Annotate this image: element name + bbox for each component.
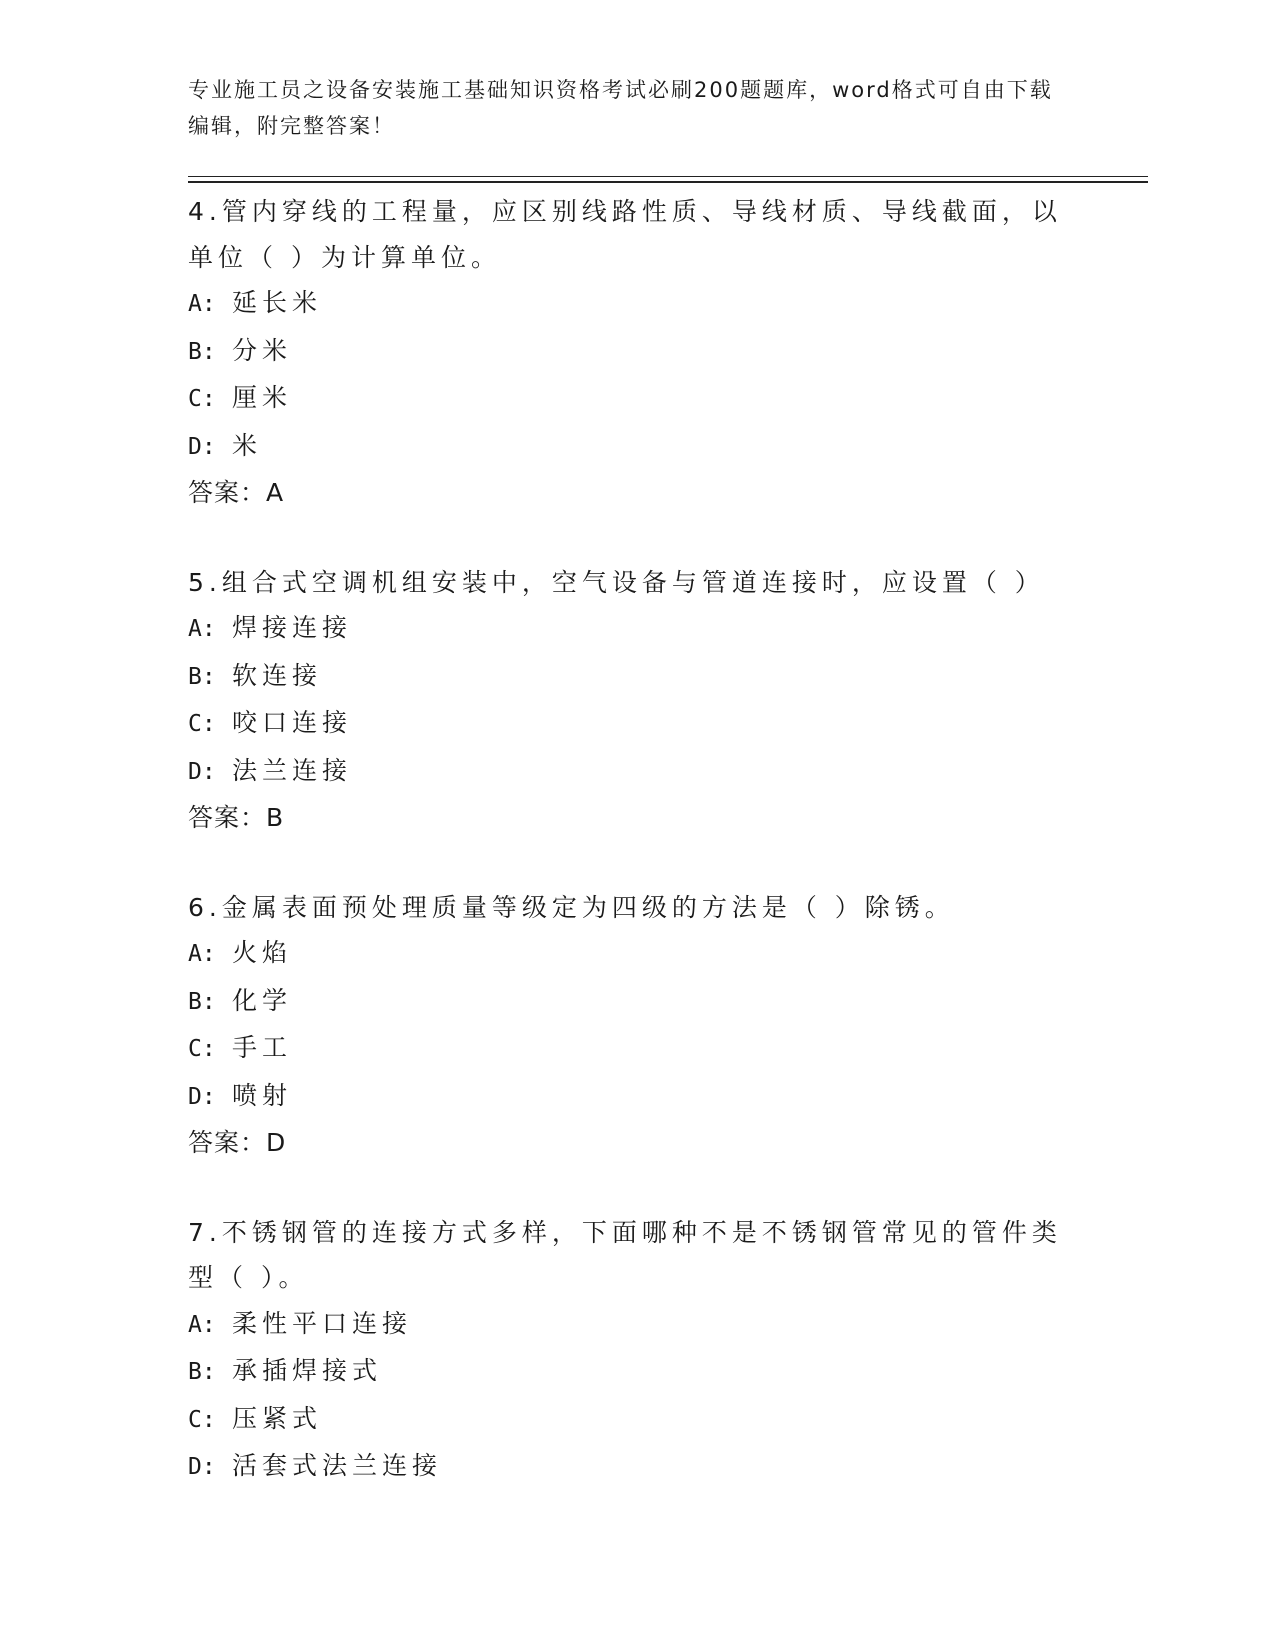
option-text: 手工 bbox=[232, 1033, 293, 1062]
header-divider-thick bbox=[188, 181, 1148, 183]
option-d bbox=[188, 1073, 1088, 1121]
option-c bbox=[188, 700, 1088, 748]
option-text: 延长米 bbox=[232, 288, 323, 317]
question-stem: 6.金属表面预处理质量等级定为四级的方法是（ ）除锈。 bbox=[188, 892, 955, 922]
question-stem: 7.不锈钢管的连接方式多样，下面哪种不是不锈钢管常见的管件类型（ ）。 bbox=[188, 1217, 1062, 1292]
option-text: 厘米 bbox=[232, 383, 293, 412]
answer-value: A bbox=[266, 478, 285, 507]
option-text: 承插焊接式 bbox=[232, 1356, 383, 1385]
question-list bbox=[188, 189, 1088, 1491]
option-d bbox=[188, 423, 1088, 471]
document-header: 专业施工员之设备安装施工基础知识资格考试必刷200题题库，word格式可自由下载编辑，附完整答案！ bbox=[188, 78, 1053, 138]
option-key: A: bbox=[188, 941, 216, 967]
question-6 bbox=[188, 885, 1088, 1166]
option-text: 法兰连接 bbox=[232, 755, 353, 785]
option-key: A: bbox=[188, 616, 216, 642]
option-b bbox=[188, 978, 1088, 1026]
option-b bbox=[188, 653, 1088, 701]
answer-label: 答案： bbox=[188, 1128, 267, 1157]
option-key: C: bbox=[188, 1406, 216, 1433]
option-d bbox=[188, 748, 1088, 796]
option-key: B: bbox=[188, 338, 216, 365]
option-a bbox=[188, 280, 1088, 328]
option-text: 咬口连接 bbox=[232, 708, 353, 737]
option-text: 喷射 bbox=[232, 1080, 293, 1110]
question-spacer bbox=[188, 1166, 1088, 1210]
question-spacer bbox=[188, 841, 1088, 885]
option-c bbox=[188, 1396, 1088, 1444]
option-key: B: bbox=[188, 988, 216, 1015]
option-text: 压紧式 bbox=[232, 1403, 323, 1433]
answer-line bbox=[188, 795, 1088, 841]
option-key: D: bbox=[188, 433, 216, 460]
option-key: C: bbox=[188, 386, 216, 412]
answer-value: D bbox=[266, 1128, 287, 1157]
option-key: C: bbox=[188, 1036, 216, 1062]
option-text: 柔性平口连接 bbox=[232, 1308, 413, 1338]
option-b bbox=[188, 1348, 1088, 1396]
option-text: 米 bbox=[232, 430, 263, 460]
option-c bbox=[188, 1025, 1088, 1073]
option-text: 化学 bbox=[232, 985, 293, 1015]
option-text: 分米 bbox=[232, 335, 293, 365]
answer-line bbox=[188, 1120, 1088, 1166]
option-text: 活套式法兰连接 bbox=[232, 1451, 443, 1480]
option-key: B: bbox=[188, 663, 216, 690]
option-b bbox=[188, 328, 1088, 376]
option-text: 火焰 bbox=[232, 938, 293, 967]
option-key: A: bbox=[188, 291, 216, 317]
option-key: D: bbox=[188, 1083, 216, 1110]
option-key: D: bbox=[188, 758, 216, 785]
option-text: 焊接连接 bbox=[232, 613, 353, 642]
answer-line bbox=[188, 470, 1088, 516]
option-a bbox=[188, 605, 1088, 653]
question-stem: 4.管内穿线的工程量，应区别线路性质、导线材质、导线截面，以单位（ ）为计算单位。 bbox=[188, 197, 1062, 272]
option-c bbox=[188, 375, 1088, 423]
option-key: C: bbox=[188, 711, 216, 737]
option-a bbox=[188, 1301, 1088, 1349]
option-text: 软连接 bbox=[232, 660, 323, 690]
answer-label: 答案： bbox=[188, 803, 267, 832]
option-key: D: bbox=[188, 1454, 216, 1480]
question-7 bbox=[188, 1210, 1088, 1491]
answer-label: 答案： bbox=[188, 478, 267, 507]
option-a bbox=[188, 930, 1088, 978]
question-stem: 5.组合式空调机组安装中，空气设备与管道连接时，应设置（ ） bbox=[188, 567, 1045, 597]
header-divider-thin bbox=[188, 176, 1148, 177]
option-key: A: bbox=[188, 1311, 216, 1338]
answer-value: B bbox=[266, 803, 285, 832]
question-spacer bbox=[188, 516, 1088, 560]
question-4 bbox=[188, 189, 1088, 516]
option-d bbox=[188, 1443, 1088, 1491]
option-key: B: bbox=[188, 1359, 216, 1385]
question-5 bbox=[188, 560, 1088, 841]
